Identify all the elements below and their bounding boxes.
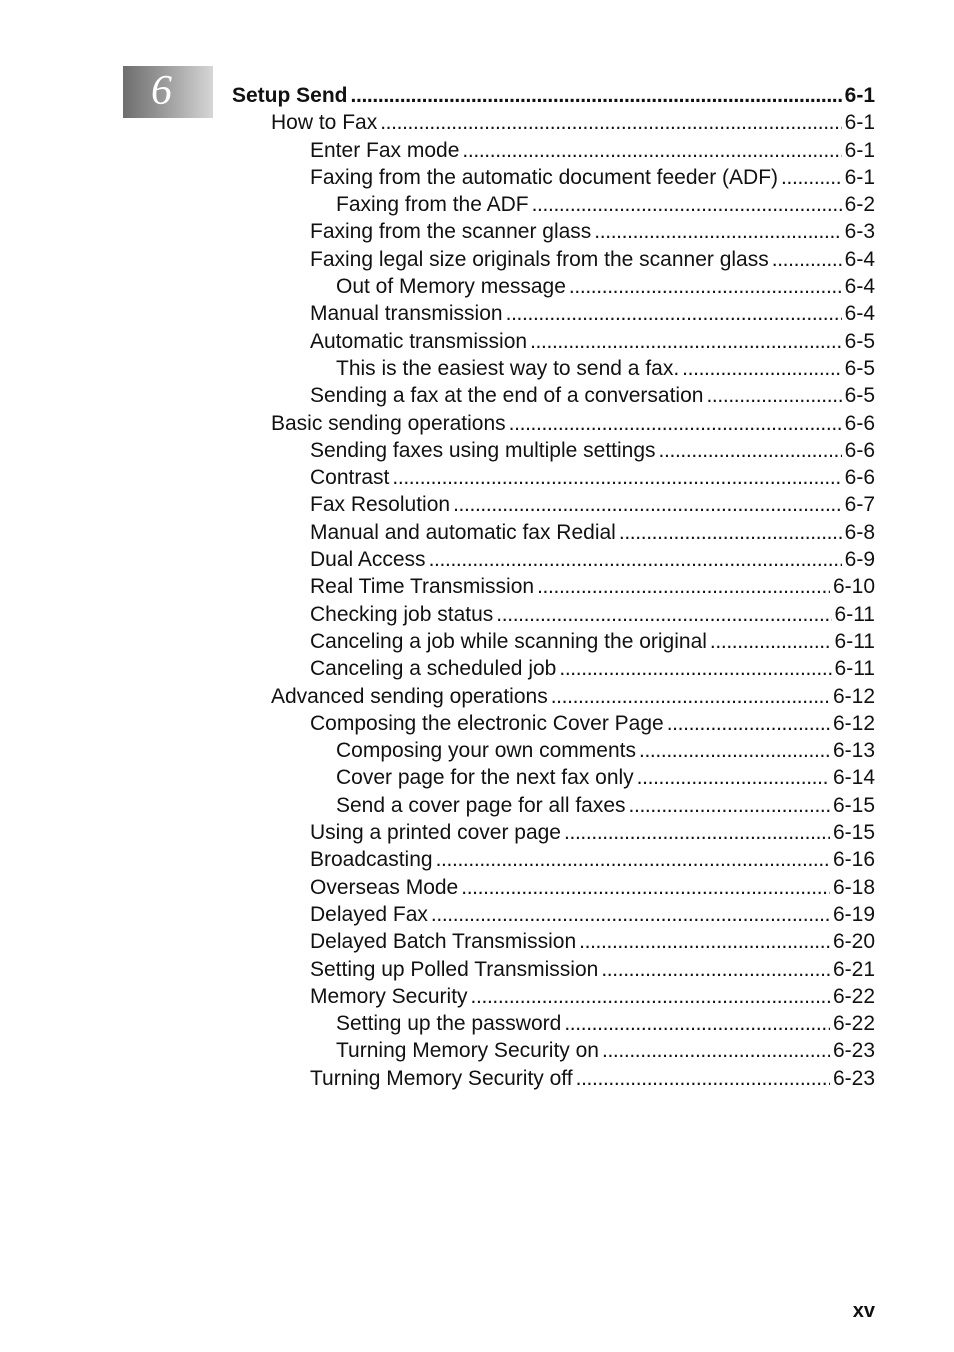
toc-entry-title: Setup Send (232, 82, 351, 109)
toc-entry[interactable] (271, 109, 875, 136)
toc-entry[interactable] (336, 1037, 875, 1064)
toc-entry-page: 6-23 (830, 1037, 875, 1064)
toc-entry-title: Advanced sending operations (271, 683, 551, 710)
toc-entry[interactable] (310, 164, 875, 191)
toc-entry-title: Out of Memory message (336, 273, 569, 300)
toc-entry-page: 6-11 (832, 601, 875, 628)
toc-entry-title: Composing your own comments (336, 737, 639, 764)
toc-entry-page: 6-4 (842, 300, 875, 327)
dot-leader (601, 956, 830, 983)
dot-leader (564, 819, 830, 846)
toc-entry-page: 6-12 (830, 683, 875, 710)
dot-leader (496, 601, 831, 628)
toc-entry-title: Manual and automatic fax Redial (310, 519, 619, 546)
toc-entry[interactable] (310, 601, 875, 628)
toc-entry-title: Faxing from the automatic document feeder (ADF) (310, 164, 781, 191)
dot-leader (569, 273, 842, 300)
toc-entry-page: 6-15 (830, 819, 875, 846)
toc-entry-page: 6-6 (842, 464, 875, 491)
toc-entry-title: Turning Memory Security on (336, 1037, 602, 1064)
toc-entry[interactable] (232, 82, 875, 109)
dot-leader (462, 137, 841, 164)
toc-entry-page: 6-8 (842, 519, 875, 546)
dot-leader (429, 546, 842, 573)
toc-entry[interactable] (310, 573, 875, 600)
toc-entry-title: This is the easiest way to send a fax. (336, 355, 682, 382)
toc-entry-page: 6-5 (842, 355, 875, 382)
toc-entry[interactable] (310, 382, 875, 409)
dot-leader (602, 1037, 830, 1064)
dot-leader (637, 764, 830, 791)
toc-entry-title: Real Time Transmission (310, 573, 537, 600)
toc-entry[interactable] (336, 1010, 875, 1037)
table-of-contents (0, 82, 954, 1092)
toc-entry-title: Broadcasting (310, 846, 436, 873)
toc-entry[interactable] (310, 519, 875, 546)
toc-entry[interactable] (336, 737, 875, 764)
toc-entry-page: 6-23 (830, 1065, 875, 1092)
toc-entry-page: 6-5 (842, 382, 875, 409)
dot-leader (772, 246, 842, 273)
toc-entry-title: Overseas Mode (310, 874, 461, 901)
dot-leader (559, 655, 831, 682)
toc-entry-title: Automatic transmission (310, 328, 530, 355)
toc-entry-title: Enter Fax mode (310, 137, 462, 164)
dot-leader (537, 573, 830, 600)
dot-leader (551, 683, 830, 710)
dot-leader (639, 737, 830, 764)
dot-leader (579, 928, 830, 955)
toc-entry[interactable] (336, 792, 875, 819)
toc-entry[interactable] (310, 874, 875, 901)
dot-leader (667, 710, 830, 737)
toc-entry[interactable] (310, 137, 875, 164)
dot-leader (530, 328, 842, 355)
toc-entry[interactable] (310, 901, 875, 928)
toc-entry-title: Memory Security (310, 983, 471, 1010)
dot-leader (380, 109, 841, 136)
toc-entry-page: 6-22 (830, 983, 875, 1010)
dot-leader (461, 874, 830, 901)
dot-leader (506, 300, 842, 327)
dot-leader (594, 218, 841, 245)
toc-entry-title: Fax Resolution (310, 491, 453, 518)
toc-entry-title: Canceling a job while scanning the original (310, 628, 710, 655)
toc-entry-title: Faxing from the scanner glass (310, 218, 594, 245)
toc-entry-page: 6-9 (842, 546, 875, 573)
toc-entry-page: 6-6 (842, 437, 875, 464)
toc-entry[interactable] (310, 710, 875, 737)
toc-entry[interactable] (336, 191, 875, 218)
toc-entry[interactable] (310, 628, 875, 655)
toc-entry-page: 6-11 (832, 628, 875, 655)
toc-entry[interactable] (271, 410, 875, 437)
toc-entry-page: 6-4 (842, 273, 875, 300)
dot-leader (453, 491, 842, 518)
toc-entry-title: Cover page for the next fax only (336, 764, 637, 791)
toc-entry-title: Delayed Batch Transmission (310, 928, 579, 955)
toc-entry-title: Contrast (310, 464, 392, 491)
toc-entry[interactable] (310, 956, 875, 983)
toc-entry-page: 6-6 (842, 410, 875, 437)
dot-leader (706, 382, 841, 409)
toc-entry[interactable] (310, 464, 875, 491)
toc-entry-title: Dual Access (310, 546, 429, 573)
toc-entry-page: 6-22 (830, 1010, 875, 1037)
toc-entry-page: 6-2 (842, 191, 875, 218)
toc-entry-title: Faxing from the ADF (336, 191, 532, 218)
toc-entry[interactable] (310, 328, 875, 355)
toc-entry[interactable] (336, 764, 875, 791)
chapter-number: 6 (151, 68, 172, 114)
toc-entry-title: Sending faxes using multiple settings (310, 437, 659, 464)
toc-entry-title: Basic sending operations (271, 410, 509, 437)
toc-entry-page: 6-16 (830, 846, 875, 873)
toc-entry-page: 6-13 (830, 737, 875, 764)
toc-entry-title: Turning Memory Security off (310, 1065, 576, 1092)
toc-entry-page: 6-3 (842, 218, 875, 245)
dot-leader (629, 792, 830, 819)
toc-entry[interactable] (310, 437, 875, 464)
toc-entry-page: 6-21 (830, 956, 875, 983)
dot-leader (392, 464, 841, 491)
toc-entry-page: 6-11 (832, 655, 875, 682)
toc-entry[interactable] (336, 355, 875, 382)
toc-entry-page: 6-18 (830, 874, 875, 901)
toc-entry-page: 6-10 (830, 573, 875, 600)
toc-entry[interactable] (310, 491, 875, 518)
dot-leader (436, 846, 830, 873)
toc-entry[interactable] (310, 1065, 875, 1092)
toc-entry[interactable] (310, 655, 875, 682)
toc-entry-title: Using a printed cover page (310, 819, 564, 846)
toc-entry-page: 6-20 (830, 928, 875, 955)
dot-leader (351, 82, 842, 109)
toc-entry-title: Checking job status (310, 601, 496, 628)
dot-leader (781, 164, 842, 191)
toc-entry-title: Send a cover page for all faxes (336, 792, 629, 819)
toc-entry[interactable] (310, 819, 875, 846)
toc-entry-title: Setting up Polled Transmission (310, 956, 601, 983)
toc-entry[interactable] (310, 846, 875, 873)
toc-entry[interactable] (336, 273, 875, 300)
toc-entry[interactable] (310, 928, 875, 955)
toc-entry[interactable] (310, 218, 875, 245)
toc-entry-page: 6-1 (842, 109, 875, 136)
toc-entry-page: 6-1 (842, 164, 875, 191)
page-number: xv (852, 1300, 875, 1322)
dot-leader (509, 410, 842, 437)
toc-entry-page: 6-1 (842, 137, 875, 164)
toc-entry-page: 6-4 (842, 246, 875, 273)
dot-leader (710, 628, 832, 655)
dot-leader (576, 1065, 830, 1092)
dot-leader (431, 901, 830, 928)
dot-leader (619, 519, 842, 546)
dot-leader (682, 355, 841, 382)
toc-entry[interactable] (310, 246, 875, 273)
toc-entry-title: Setting up the password (336, 1010, 564, 1037)
toc-entry-page: 6-12 (830, 710, 875, 737)
toc-entry-title: Faxing legal size originals from the scanner glass (310, 246, 772, 273)
toc-entry[interactable] (310, 300, 875, 327)
toc-entry-title: Canceling a scheduled job (310, 655, 559, 682)
toc-entry-page: 6-14 (830, 764, 875, 791)
toc-entry-title: Delayed Fax (310, 901, 431, 928)
toc-entry-title: Manual transmission (310, 300, 506, 327)
toc-entry-page: 6-5 (842, 328, 875, 355)
toc-entry[interactable] (310, 983, 875, 1010)
toc-entry-title: How to Fax (271, 109, 380, 136)
toc-entry-title: Composing the electronic Cover Page (310, 710, 667, 737)
dot-leader (532, 191, 842, 218)
dot-leader (564, 1010, 830, 1037)
toc-entry-page: 6-7 (842, 491, 875, 518)
dot-leader (659, 437, 842, 464)
toc-entry-title: Sending a fax at the end of a conversation (310, 382, 706, 409)
dot-leader (471, 983, 830, 1010)
toc-entry[interactable] (310, 546, 875, 573)
toc-entry-page: 6-1 (842, 82, 875, 109)
toc-entry-page: 6-19 (830, 901, 875, 928)
toc-entry-page: 6-15 (830, 792, 875, 819)
toc-entry[interactable] (271, 683, 875, 710)
